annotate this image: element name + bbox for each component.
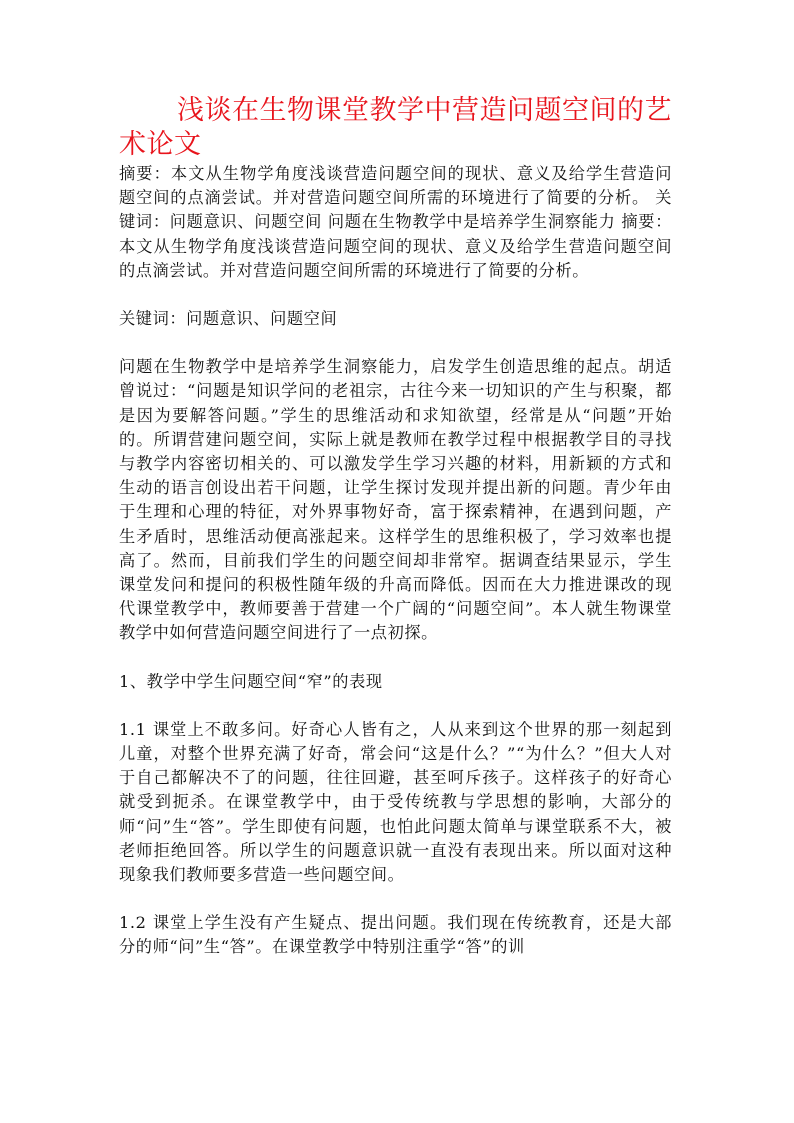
document-page bbox=[119, 94, 672, 960]
paragraph-gap bbox=[119, 887, 672, 911]
section-1-2-paragraph: 1.2 课堂上学生没有产生疑点、提出问题。我们现在传统教育，还是大部分的师“问”生“答”。在课堂教学中特别注重学“答”的训 bbox=[119, 913, 672, 957]
abstract-paragraph: 摘要：本文从生物学角度浅谈营造问题空间的现状、意义及给学生营造问题空间的点滴尝试。并对营造问题空间所需的环境进行了简要的分析。 关键词：问题意识、问题空间 问题在生物教学中是培养学生洞察能力 摘要：本文从生物学角度浅谈营造问题空间的现状、意义及给学生营造问题空间的点滴尝试。并对营造问题空间所需的环境进行了简要的分析。 bbox=[119, 164, 672, 280]
paragraph-gap bbox=[119, 694, 672, 718]
paragraph-gap bbox=[119, 331, 672, 355]
keywords-paragraph: 关键词：问题意识、问题空间 bbox=[119, 309, 338, 329]
paragraph-gap bbox=[119, 283, 672, 307]
intro-paragraph: 问题在生物教学中是培养学生洞察能力，启发学生创造思维的起点。胡适曾说过：“问题是知识学问的老祖宗，古往今来一切知识的产生与积聚，都是因为要解答问题。”学生的思维活动和求知欲望，经常是从“问题”开始的。所谓营建问题空间，实际上就是教师在教学过程中根据教学目的寻找与教学内容密切相关的、可以激发学生学习兴趣的材料，用新颖的方式和生动的语言创设出若干问题，让学生探讨发现并提出新的问题。青少年由于生理和心理的特征，对外界事物好奇，富于探索精神，在遇到问题，产生矛盾时，思维活动便高涨起来。这样学生的思维积极了，学习效率也提高了。然而，目前我们学生的问题空间却非常窄。据调查结果显示，学生课堂发问和提问的积极性随年级的升高而降低。因而在大力推进课改的现代课堂教学中，教师要善于营建一个广阔的“问题空间”。本人就生物课堂教学中如何营造问题空间进行了一点初探。 bbox=[119, 357, 672, 643]
document-title: 浅谈在生物课堂教学中营造问题空间的艺术论文 bbox=[119, 95, 672, 160]
section-1-1-paragraph: 1.1 课堂上不敢多问。好奇心人皆有之，人从来到这个世界的那一刻起到儿童，对整个世界充满了好奇，常会问“这是什么？”“为什么？”但大人对于自己都解决不了的问题，往往回避，甚至呵斥孩子。这样孩子的好奇心就受到扼杀。在课堂教学中，由于受传统教与学思想的影响，大部分的师“问”生“答”。学生即使有问题，也怕此问题太简单与课堂联系不大，被老师拒绝回答。所以学生的问题意识就一直没有表现出来。所以面对这种现象我们教师要多营造一些问题空间。 bbox=[119, 719, 672, 885]
paragraph-gap bbox=[119, 646, 672, 670]
section-heading-1: 1、教学中学生问题空间“窄”的表现 bbox=[119, 671, 383, 691]
